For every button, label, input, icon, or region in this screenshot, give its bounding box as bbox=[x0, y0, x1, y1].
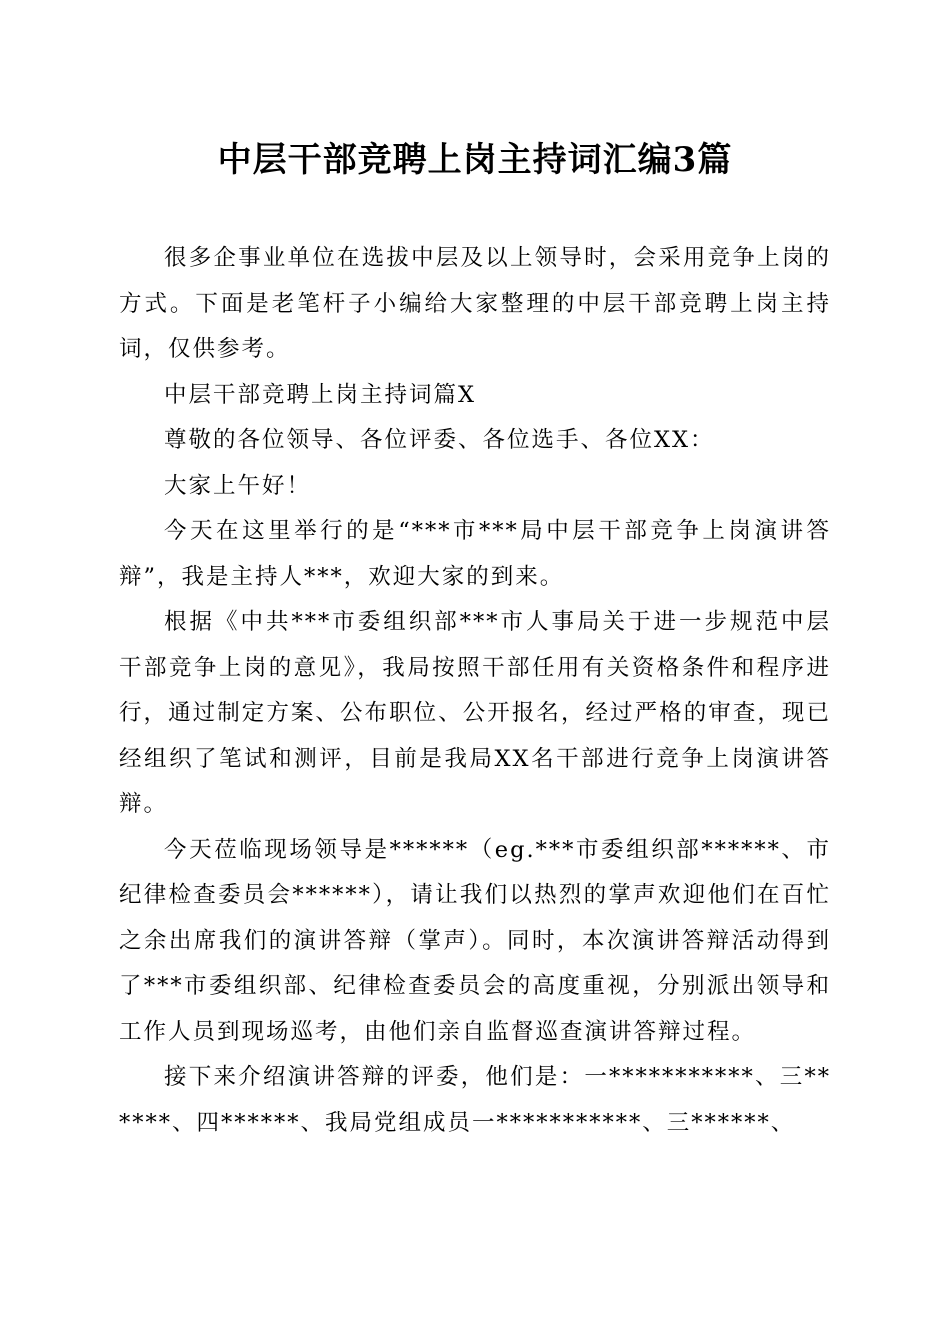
document-body bbox=[119, 236, 831, 1146]
paragraph-section-heading: 中层干部竞聘上岗主持词篇X bbox=[164, 381, 477, 408]
paragraph-judges: 接下来介绍演讲答辩的评委，他们是：一***********、三******、四******、我局党组成员一***********、三******、 bbox=[119, 1064, 831, 1136]
paragraph-basis: 根据《中共***市委组织部***市人事局关于进一步规范中层干部竞争上岗的意见》，我局按照干部任用有关资格条件和程序进行，通过制定方案、公布职位、公开报名，经过严格的审查，现已经组织了笔试和测评，目前是我局XX名干部进行竞争上岗演讲答辩。 bbox=[119, 609, 831, 817]
paragraph-salutation: 尊敬的各位领导、各位评委、各位选手、各位XX： bbox=[164, 427, 715, 453]
paragraph-intro: 很多企事业单位在选拔中层及以上领导时，会采用竞争上岗的方式。下面是老笔杆子小编给大家整理的中层干部竞聘上岗主持词，仅供参考。 bbox=[119, 245, 831, 362]
document-title: 中层干部竞聘上岗主持词汇编3篇 bbox=[217, 140, 733, 180]
paragraph-opening: 今天在这里举行的是“***市***局中层干部竞争上岗演讲答辩”，我是主持人***，欢迎大家的到来。 bbox=[119, 518, 831, 590]
paragraph-leaders: 今天莅临现场领导是******（eg.***市委组织部******、市纪律检查委员会******），请让我们以热烈的掌声欢迎他们在百忙之余出席我们的演讲答辩（掌声）。同时，本次演讲答辩活动得到了***市委组织部、纪律检查委员会的高度重视，分别派出领导和工作人员到现场巡考，由他们亲自监督巡查演讲答辩过程。 bbox=[119, 836, 831, 1045]
paragraph-greeting: 大家上午好！ bbox=[164, 472, 312, 499]
